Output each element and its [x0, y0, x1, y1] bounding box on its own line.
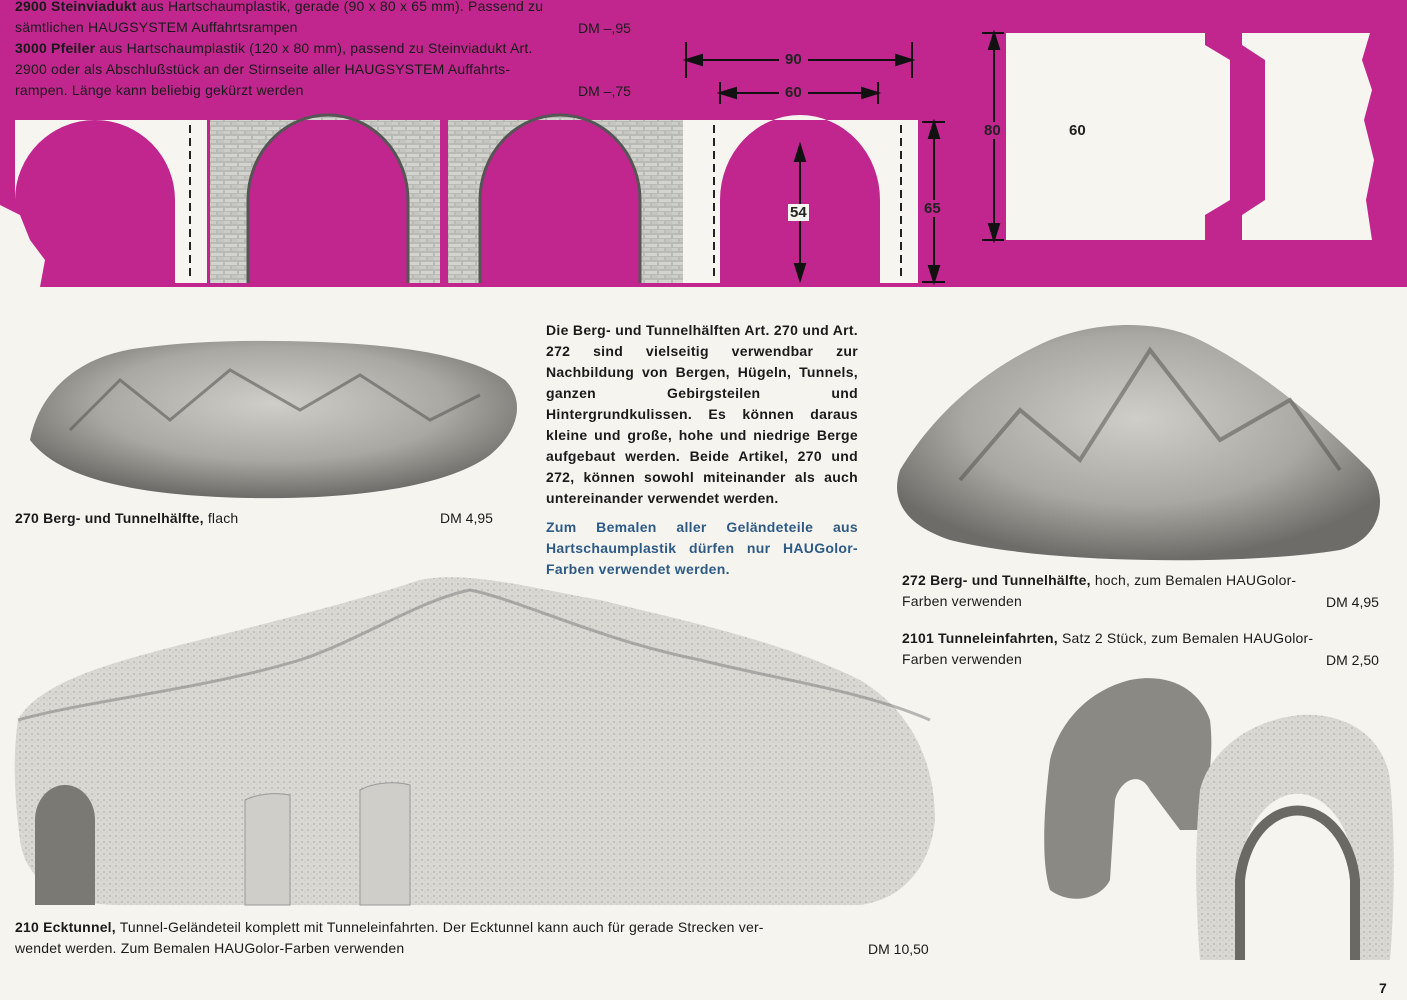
- caption-2101-line2: Farben verwenden: [902, 651, 1022, 667]
- dim-60-pillar: 60: [1069, 122, 1086, 139]
- caption-272: 272 Berg- und Tunnelhälfte, hoch, zum Bemalen HAUGolor-: [902, 572, 1297, 588]
- item-2900-price: DM –,95: [578, 20, 631, 36]
- price-2101: DM 2,50: [1326, 652, 1379, 668]
- item-3000-line3: rampen. Länge kann beliebig gekürzt werden: [15, 82, 304, 98]
- dim-80: 80: [984, 122, 1001, 139]
- mountain-270-image: [30, 341, 517, 498]
- pillar-drawing: [1006, 33, 1230, 240]
- dim-90: 90: [779, 51, 808, 68]
- item-3000-price: DM –,75: [578, 83, 631, 99]
- mountain-272-image: [897, 325, 1380, 560]
- price-210: DM 10,50: [868, 941, 929, 957]
- caption-210: 210 Ecktunnel, Tunnel-Geländeteil komplett mit Tunneleinfahrten. Der Ecktunnel kann auch für gerade Strecken ver-: [15, 919, 764, 935]
- dim-60: 60: [779, 84, 808, 101]
- info-note: Zum Bemalen aller Geländeteile aus Hartschaumplastik dürfen nur HAUGolor-Farben verwendet werden.: [546, 519, 858, 577]
- dim-65: 65: [924, 200, 941, 217]
- tunnel-entrances-2101-image: [1044, 678, 1394, 960]
- item-2900-line1: 2900 Steinviadukt aus Hartschaumplastik, gerade (90 x 80 x 65 mm). Passend zu: [15, 0, 544, 14]
- item-3000-line2: 2900 oder als Abschlußstück an der Stirnseite aller HAUGSYSTEM Auffahrts-: [15, 61, 511, 77]
- item-3000-line1: 3000 Pfeiler aus Hartschaumplastik (120 x 80 mm), passend zu Steinviadukt Art.: [15, 40, 533, 56]
- info-paragraph: Die Berg- und Tunnelhälften Art. 270 und Art. 272 sind vielseitig verwendbar zur Nachbildung von Bergen, Hügeln, Tunnels, ganzen Gebirgsteilen und Hintergrundkulissen. Es können daraus kleine und große, hohe und niedrige Berge aufgebaut werden. Beide Artikel, 270 und 272, können sowohl miteinander als auch untereinander verwendet werden. Zum Bemalen aller Geländeteile aus Hartschaumplastik dürfen nur HAUGolor-Farben verwendet werden.: [546, 320, 858, 580]
- dim-54: 54: [790, 204, 807, 221]
- stone-viaduct: [210, 115, 683, 283]
- caption-210-line2: wendet werden. Zum Bemalen HAUGolor-Farben verwenden: [15, 940, 405, 956]
- price-272: DM 4,95: [1326, 594, 1379, 610]
- caption-2101: 2101 Tunneleinfahrten, Satz 2 Stück, zum Bemalen HAUGolor-: [902, 630, 1314, 646]
- ecktunnel-210-image: [15, 577, 935, 905]
- caption-270: 270 Berg- und Tunnelhälfte, flach: [15, 510, 239, 526]
- item-2900-line2: sämtlichen HAUGSYSTEM Auffahrtsrampen: [15, 19, 298, 35]
- caption-272-line2: Farben verwenden: [902, 593, 1022, 609]
- page-number: 7: [1379, 980, 1387, 996]
- price-270: DM 4,95: [440, 510, 493, 526]
